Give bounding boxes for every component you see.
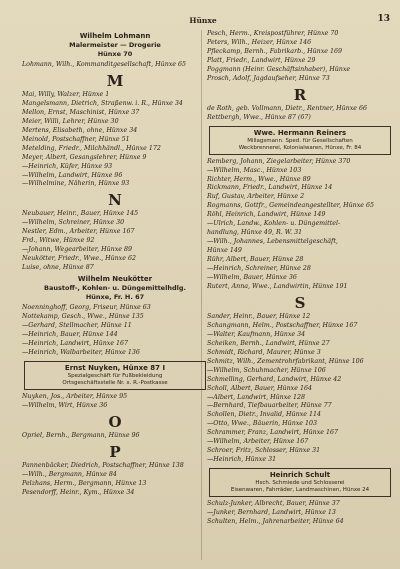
list-item: Pelzhans, Herm., Bergmann, Hünxe 13 (22, 479, 147, 487)
entries-n (22, 210, 208, 273)
ad-line: Millagsmann. Sped. für Gesellschaften (247, 137, 353, 144)
list-item: Mangelsmann, Dietrich, Straßenw. i. R., Hünxe 34 (22, 99, 183, 107)
list-item: Peters, Wilh., Heizer, Hünxe 146 (207, 38, 312, 46)
list-item: Pesendorff, Heinr., Kym., Hünxe 34 (22, 488, 135, 496)
entries-n3 (22, 393, 208, 411)
list-item: —Junker, Bernhard, Landwirt, Hünxe 13 (207, 509, 336, 517)
list-item: Rutert, Anna, Wwe., Landwirtin, Hünxe 191 (207, 282, 348, 290)
list-item: —Heinrich, Schreiner, Hünxe 28 (207, 265, 311, 273)
list-item: —Wilhelm, Arbeiter, Hünxe 167 (207, 438, 309, 446)
ad-lohmann (22, 32, 208, 58)
list-item: —Wilhelm, Schreiner, Hünxe 30 (22, 219, 125, 227)
entries-p-cont (207, 30, 393, 84)
list-item: Meinold, Postschaffner, Hünxe 51 (22, 135, 130, 143)
list-item: Schmelling, Gerhard, Landwirt, Hünxe 42 (207, 375, 342, 383)
list-item: —Wilhelm, Bauer, Hünxe 36 (207, 274, 297, 282)
list-item: —Heinrich, Landwirt, Hünxe 167 (22, 339, 129, 347)
list-item: Schulz-Junker, Albrecht, Bauer, Hünxe 37 (207, 500, 340, 508)
page-title: Hünxe (189, 16, 217, 25)
entries-n2 (22, 304, 208, 358)
ad-line: Malermeister — Drogerie (69, 41, 161, 49)
list-item: Scholl, Albert, Bauer, Hünxe 164 (207, 384, 312, 392)
right-column (207, 30, 393, 562)
ad-box-schult (209, 468, 391, 497)
entries-o (22, 432, 208, 441)
list-item: Pesch, Herm., Kreispostführer, Hünxe 70 (207, 30, 339, 37)
ad-line: Hsch. Schmiede und Schlosserei (255, 480, 345, 487)
list-item: Nottekamp, Gesch., Wwe., Hünxe 135 (22, 313, 144, 321)
list-item: Lohmann, Wilh., Kommanditgesellschaft, Hünxe 65 (22, 61, 187, 68)
list-item: Neubauer, Heinr., Bauer, Hünxe 145 (22, 210, 139, 218)
list-item: Prosch, Adolf, Jagdaufseher, Hünxe 73 (207, 74, 330, 82)
section-letter-m: M (106, 71, 124, 90)
list-item: Mai, Willy, Walzer, Hünxe 1 (22, 90, 110, 98)
list-item: —Otto, Wwe., Bäuerin, Hünxe 103 (207, 420, 318, 428)
list-item: Nuyken, Jos., Arbeiter, Hünxe 95 (22, 392, 128, 400)
section-letter-n: N (108, 191, 122, 210)
ad-box-nuyken (24, 361, 206, 390)
ad-line: Eisenwaren, Fahrräder, Landmaschinen, Hünxe 24 (230, 487, 370, 494)
list-item: Poggmann (Heinr. Geschäftsinhaber), Hünxe (207, 65, 351, 73)
entries-m (22, 91, 208, 189)
list-item: Richter, Herm., Wwe., Hünxe 89 (207, 175, 311, 183)
ad-line: Wilhelm Neukötter (77, 275, 153, 284)
list-item: Pannenbäcker, Diedrich, Postschaffner, Hünxe 138 (22, 461, 184, 469)
list-item: Noenninghoff, Georg, Friseur, Hünxe 63 (22, 304, 151, 312)
list-item: Nestler, Edm., Arbeiter, Hünxe 167 (22, 228, 135, 236)
ad-box-reiners (209, 126, 391, 155)
list-item: —Albert, Landwirt, Hünxe 128 (207, 393, 306, 401)
ad-line: Weckbrennerei, Kolonialwaren, Hünxe, Fr. 84 (238, 144, 362, 151)
list-item: Frd., Witwe, Hünxe 92 (22, 237, 95, 245)
entries-r2 (207, 158, 393, 292)
entries-p (22, 462, 208, 498)
list-item: Schollen, Dietr., Invalid, Hünxe 114 (207, 411, 321, 419)
list-item: —Bernhard, Tiefbauarbeiter, Hünxe 77 (207, 402, 332, 410)
entries-s (207, 313, 393, 465)
list-item: Schmidt, Richard, Maurer, Hünxe 3 (207, 348, 321, 356)
list-item: Rühr, Albert, Bauer, Hünxe 28 (207, 256, 304, 264)
list-item: Meier, Willi, Lehrer, Hünxe 30 (22, 117, 119, 125)
section-letter-o: O (108, 412, 122, 431)
list-item: Schmitz, Wilh., Zementrohrfabrikant, Hünxe 106 (207, 357, 364, 365)
section-letter-r: R (293, 85, 307, 104)
ad-line: Wwe. Hermann Reiners (253, 128, 347, 137)
list-item: Ruf, Gustav, Arbeiter, Hünxe 2 (207, 193, 305, 201)
list-item: de Roth, geb. Vollmann, Dietr., Rentner, Hünxe 66 (207, 104, 367, 112)
ad-neukoetter (22, 275, 208, 301)
ad-line: Hünxe 70 (97, 49, 133, 58)
ad-line: Spezialgeschäft für Fußbekleidung (67, 372, 163, 379)
left-column (22, 30, 208, 562)
ad-line: Heinrich Schult (269, 471, 331, 480)
list-item: Sander, Heinr., Bauer, Hünxe 12 (207, 312, 311, 320)
list-item: Luise, ohne, Hünxe 87 (22, 264, 94, 272)
list-item: Remberg, Johann, Ziegelarbeiter, Hünxe 370 (207, 157, 351, 165)
list-item: —Wilh., Bergmann, Hünxe 84 (22, 470, 117, 478)
list-item: Schroer, Fritz, Schlosser, Hünxe 31 (207, 447, 321, 455)
list-item: Hünxe 149 (207, 247, 242, 255)
list-item: Rickmann, Friedr., Landwirt, Hünxe 14 (207, 184, 333, 192)
list-item: Pfleckamp, Bernh., Fabrikarb., Hünxe 169 (207, 47, 343, 55)
list-item: —Ulrich, Landw., Kohlen- u. Düngemittel- (207, 220, 341, 228)
section-letter-s: S (294, 293, 306, 312)
list-item: Metelding, Friedr., Milchhändl., Hünxe 172 (22, 144, 161, 152)
list-item: —Wilhelmine, Näherin, Hünxe 93 (22, 180, 130, 188)
list-item: Schangmann, Helm., Postschaffner, Hünxe 167 (207, 321, 358, 329)
list-item: Opriel, Bernh., Bergmann, Hünxe 96 (22, 431, 140, 439)
list-item: —Wilhelm, Schuhmacher, Hünxe 106 (207, 366, 326, 374)
list-item: —Wilhelm, Landwirt, Hünxe 96 (22, 171, 123, 179)
section-letter-p: P (109, 442, 121, 461)
list-item: —Heinrich, Walbarbeiter, Hünxe 136 (22, 348, 140, 356)
page-header (16, 16, 390, 28)
list-item: Schrammer, Franz, Landwirt, Hünxe 167 (207, 429, 339, 437)
list-item: Mertens, Elisabeth, ohne, Hünxe 34 (22, 126, 138, 134)
list-item: —Johann, Wegearbeiter, Hünxe 89 (22, 246, 132, 254)
ad-line: Ernst Nuyken, Hünxe 87 I (64, 363, 166, 372)
ad-line: Hünxe, Fr. H. 67 (85, 292, 145, 301)
list-item: —Walter, Kaufmann, Hünxe 34 (207, 330, 306, 338)
list-item: —Heinrich, Bauer, Hünxe 144 (22, 330, 118, 338)
list-item: handlung, Hünxe 49, R. W. 31 (207, 229, 303, 237)
page-number: 13 (377, 14, 390, 24)
list-item: —Heinrich, Küfer, Hünxe 93 (22, 162, 113, 170)
list-item: —Gerhard, Stellmacher, Hünxe 11 (22, 322, 132, 330)
list-item: Rogmanns, Gottfr., Gemeindeangestellter, Hünxe 65 (207, 202, 375, 210)
list-item: Rettbergh, Wwe., Hünxe 87 (67) (207, 113, 311, 121)
entries-r1 (207, 105, 393, 123)
list-item: —Wilh., Johannes, Lebensmittelgeschäft, (207, 238, 338, 246)
list-item: Platt, Friedr., Landwirt, Hünxe 29 (207, 56, 316, 64)
list-item: —Heinrich, Hünxe 31 (207, 456, 277, 464)
ad-line: Wilhelm Lohmann (79, 32, 151, 40)
list-item: Röhl, Heinrich, Landwirt, Hünxe 149 (207, 211, 326, 219)
list-item: —Wilhelm, Masc., Hünxe 103 (207, 166, 302, 174)
ad-line: Baustoff-, Kohlen- u. Düngemittelhdlg. (44, 284, 186, 293)
entries-s2 (207, 500, 393, 527)
list-item: Schulten, Helm., Jahrenarbeiter, Hünxe 64 (207, 518, 344, 526)
list-item: Neukötter, Friedr., Wwe., Hünxe 62 (22, 255, 136, 263)
list-item: Mellon, Ernst, Maschinist, Hünxe 37 (22, 108, 140, 116)
list-item: Scheiken, Bernh., Landwirt, Hünxe 27 (207, 339, 330, 347)
list-item: —Wilhelm, Wirt, Hünxe 36 (22, 401, 108, 409)
ad-line: Ortsgeschäftsstelle Nr. x. R.-Postkasse (62, 379, 168, 386)
list-item: Meyer, Albert, Gesangslehrer, Hünxe 9 (22, 153, 147, 161)
